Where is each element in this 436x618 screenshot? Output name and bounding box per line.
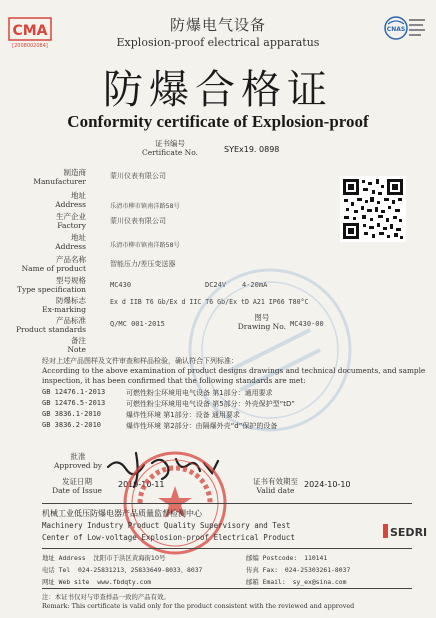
email-row <box>246 577 346 586</box>
footer-divider-middle <box>42 548 412 549</box>
subtitle: Conformity certificate of Explosion-proof <box>67 112 369 131</box>
body-cn-line: 经对上述产品图样及文件审查和样品检验，确认符合下列标准： <box>42 357 238 365</box>
header-title-cn: 防爆电气设备 <box>169 16 266 34</box>
remark-en: Remark: This certificate is valid only for the product consistent with the reviewed and approved <box>42 602 355 610</box>
type-spec-value: MC430 <box>110 281 132 289</box>
cnas-text: CNAS <box>386 26 406 33</box>
address2-label-en: Address <box>55 242 86 251</box>
main-title: 防爆合格证 <box>103 67 333 113</box>
valid-date-label-cn: 证书有效期至 <box>253 477 298 486</box>
standard-desc: 可燃性粉尘环境用电气设备 第1部分：通用要求 <box>126 389 273 397</box>
web-value: www.fbdqty.com <box>97 578 152 586</box>
date-issue-label <box>52 477 102 495</box>
body-en-line-1: According to the above examination of product designs drawings and technical documents, and sample <box>42 366 426 375</box>
type-spec-voltage: DC24V <box>205 281 227 289</box>
manufacturer-label <box>33 168 86 186</box>
drawing-no-label-en: Drawing No. <box>237 322 286 331</box>
postcode-value: 110141 <box>304 554 328 562</box>
approved-label-en: Approved by <box>53 461 102 470</box>
factory-label <box>56 212 86 230</box>
tel-label: 电话 Tel <box>42 566 71 574</box>
note-label <box>67 336 86 354</box>
approved-label <box>54 452 102 470</box>
cert-no-label-cn: 证书编号 <box>154 139 185 148</box>
product-name-label-en: Name of product <box>21 264 86 273</box>
header-title-en: Explosion-proof electrical apparatus <box>116 36 320 49</box>
address2-label-cn: 地址 <box>71 233 86 242</box>
ex-marking-value: Ex d IIB T6 Gb/Ex d IIC T6 Gb/Ex tD A21 IP66 T80°C <box>110 298 309 306</box>
address1-label-en: Address <box>55 200 86 209</box>
org-name-cn: 机械工业低压防爆电器产品质量监督检测中心 <box>42 509 202 518</box>
type-spec-label-en: Type specification <box>17 285 86 294</box>
tel-value: 024-25831213、25833649-8033、8037 <box>78 566 203 574</box>
type-spec-label <box>17 276 86 294</box>
qr-code-icon <box>340 176 406 242</box>
email-value: sy_ex@sina.com <box>292 578 347 586</box>
fax-row <box>246 565 350 574</box>
manufacturer-value: 蒙川仪表有限公司 <box>110 172 166 180</box>
remark-cn: 注：本证书仅对与审查样品一致的产品有效。 <box>42 593 170 601</box>
cert-no-value: SYEx19. 0898 <box>224 145 280 154</box>
standards-label-en: Product standards <box>15 325 86 334</box>
web-row <box>42 577 151 586</box>
standard-desc: 可燃性粉尘环境用电气设备 第5部分：外壳保护型“tD” <box>126 400 295 408</box>
note-label-en: Note <box>67 345 86 354</box>
factory-label-en: Factory <box>57 221 86 230</box>
cert-no-label-en: Certificate No. <box>141 148 198 157</box>
postcode-row <box>246 553 327 562</box>
body-en-line-2: inspection, it has been confirmed that the following standards are met: <box>42 376 306 385</box>
product-name-label <box>22 255 86 273</box>
address-label: 地址 Address <box>42 554 86 562</box>
address2-label <box>55 233 86 251</box>
product-name-label-cn: 产品名称 <box>56 255 86 264</box>
footer-divider-top <box>42 503 412 504</box>
drawing-no-value: MC430-00 <box>290 320 324 328</box>
cma-number: [2008002084] <box>12 43 48 49</box>
fax-label: 传真 Fax: <box>246 566 279 574</box>
standard-code: GB 12476.1-2013 <box>42 388 106 396</box>
type-spec-current: 4-20mA <box>242 281 268 289</box>
valid-date-label-en: Valid date <box>256 486 295 495</box>
date-issue-label-en: Date of Issue <box>52 486 102 495</box>
product-name-value: 智能压力/差压变送器 <box>110 260 176 268</box>
standard-code: GB 12476.5-2013 <box>42 399 106 407</box>
address1-label-cn: 地址 <box>71 191 86 200</box>
cnas-logo-icon <box>384 14 426 48</box>
address-value: 沈阳市于洪区黄海街10号 <box>93 554 166 562</box>
date-issue-label-cn: 发证日期 <box>62 477 93 486</box>
web-label: 网址 Web site <box>42 578 90 586</box>
drawing-no-label-cn: 图号 <box>254 313 270 322</box>
note-label-cn: 备注 <box>71 336 86 345</box>
ex-marking-label-cn: 防爆标志 <box>56 296 86 305</box>
standard-desc: 爆炸性环境 第2部分：由隔爆外壳“d”保护的设备 <box>126 422 278 430</box>
standards-label-cn: 产品标准 <box>56 316 86 325</box>
address-row <box>42 553 165 562</box>
watermark-seal-icon <box>170 250 370 450</box>
cert-no-label <box>142 139 198 157</box>
valid-date-label <box>253 477 298 495</box>
standards-value: Q/MC 001-2015 <box>110 320 165 328</box>
approved-label-cn: 批准 <box>70 452 86 461</box>
standards-label <box>16 316 86 334</box>
cma-text: CMA <box>12 23 48 39</box>
standard-code: GB 3836.2-2010 <box>42 421 102 429</box>
manufacturer-label-en: Manufacturer <box>33 177 86 186</box>
address2-value: 乐清市柳市镇南洋路58号 <box>110 242 180 249</box>
valid-date-value: 2024-10-10 <box>304 480 351 489</box>
tel-row <box>42 565 202 574</box>
address1-label <box>55 191 86 209</box>
standard-desc: 爆炸性环境 第1部分：设备 通用要求 <box>126 411 240 419</box>
type-spec-label-cn: 型号规格 <box>56 276 86 285</box>
org-name-en-2: Center of Low-voltage Explosion-proof Electrical Product <box>42 533 295 542</box>
standard-code: GB 3836.1-2010 <box>42 410 102 418</box>
factory-label-cn: 生产企业 <box>56 212 86 221</box>
org-name-en-1: Machinery Industry Product Quality Supervisory and Test <box>42 521 291 530</box>
postcode-label: 邮编 Postcode: <box>246 554 298 562</box>
date-issue-value: 2019-10-11 <box>118 480 165 489</box>
sedri-text: SEDRI <box>390 526 428 539</box>
email-label: 邮箱 Email: <box>246 578 286 586</box>
factory-value: 蒙川仪表有限公司 <box>110 217 166 225</box>
sedri-logo-icon <box>383 522 428 540</box>
footer-divider-bottom <box>42 588 412 589</box>
address1-value: 乐清市柳市镇南洋路58号 <box>110 203 180 210</box>
fax-value: 024-25303261-8037 <box>284 566 351 574</box>
manufacturer-label-cn: 制造商 <box>63 168 86 177</box>
ex-marking-label <box>42 296 86 314</box>
ex-marking-label-en: Ex-marking <box>42 305 86 314</box>
